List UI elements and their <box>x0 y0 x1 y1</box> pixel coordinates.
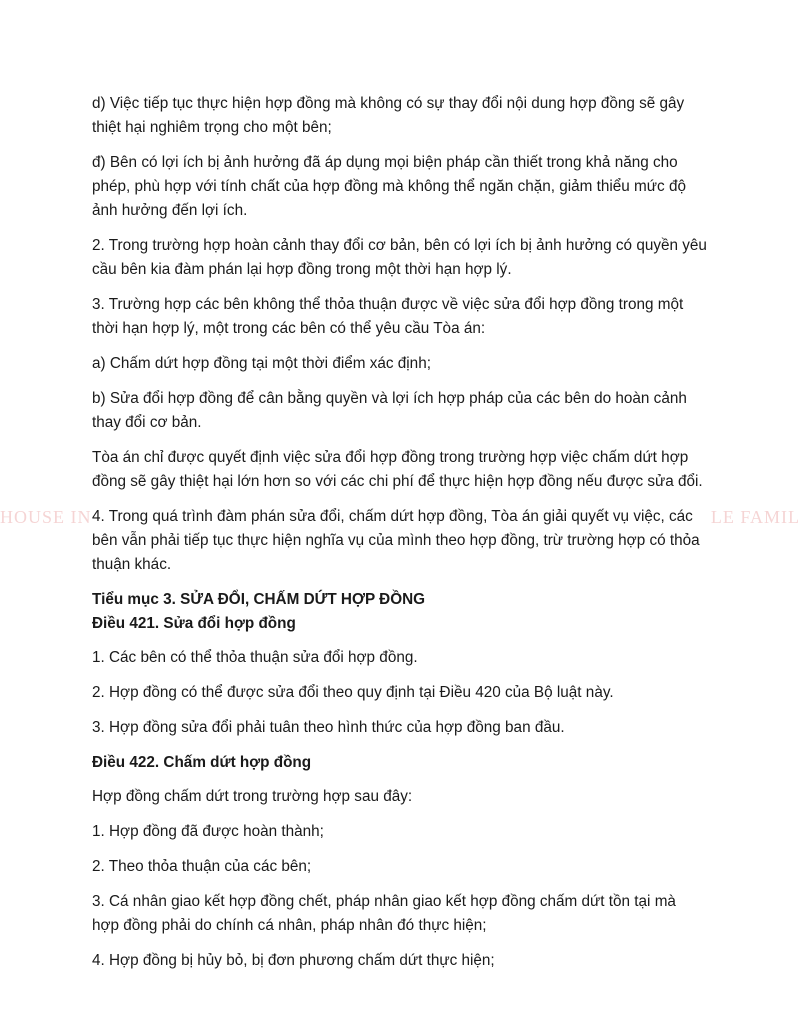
paragraph-court-decision: Tòa án chỉ được quyết định việc sửa đổi hợp đồng trong trường hợp việc chấm dứt hợp đồng sẽ gây thiệt hại lớn hơn so với các chi phí để thực hiện hợp đồng nếu được sửa đổi. <box>92 449 703 490</box>
article-421-title: Điều 421. Sửa đổi hợp đồng <box>92 615 296 632</box>
article-421-item: 1. Các bên có thể thỏa thuận sửa đổi hợp đồng. <box>92 649 418 666</box>
article-422-title: Điều 422. Chấm dứt hợp đồng <box>92 754 312 771</box>
paragraph-clause-3: 3. Trường hợp các bên không thể thỏa thuận được về việc sửa đổi hợp đồng trong một thời hạn hợp lý, một trong các bên có thể yêu cầu Tòa án: <box>92 296 684 337</box>
subsection-title: Tiểu mục 3. SỬA ĐỔI, CHẤM DỨT HỢP ĐỒNG <box>92 591 426 608</box>
paragraph-clause-d: d) Việc tiếp tục thực hiện hợp đồng mà không có sự thay đổi nội dung hợp đồng sẽ gây thiệt hại nghiêm trọng cho một bên; <box>92 95 685 136</box>
watermark-right-text: LE FAMIL <box>710 507 800 527</box>
paragraph-clause-2: 2. Trong trường hợp hoàn cảnh thay đổi cơ bản, bên có lợi ích bị ảnh hưởng có quyền yêu cầu bên kia đàm phán lại hợp đồng trong một thời hạn hợp lý. <box>92 237 707 278</box>
article-422-item: 4. Hợp đồng bị hủy bỏ, bị đơn phương chấm dứt thực hiện; <box>92 952 495 969</box>
article-421-item: 3. Hợp đồng sửa đổi phải tuân theo hình thức của hợp đồng ban đầu. <box>92 719 565 736</box>
paragraph-clause-dd: đ) Bên có lợi ích bị ảnh hưởng đã áp dụng mọi biện pháp cần thiết trong khả năng cho phép, phù hợp với tính chất của hợp đồng mà không thể ngăn chặn, giảm thiểu mức độ ảnh hưởng đến lợi ích. <box>92 154 686 219</box>
watermark-left-text: HOUSE IN <box>0 507 92 527</box>
article-422-item: 3. Cá nhân giao kết hợp đồng chết, pháp nhân giao kết hợp đồng chấm dứt tồn tại mà hợp đồng phải do chính cá nhân, pháp nhân đó thực hiện; <box>92 893 676 934</box>
paragraph-clause-b: b) Sửa đổi hợp đồng để cân bằng quyền và lợi ích hợp pháp của các bên do hoàn cảnh thay đổi cơ bản. <box>92 390 687 431</box>
article-422-intro: Hợp đồng chấm dứt trong trường hợp sau đây: <box>92 788 413 805</box>
article-422-item: 2. Theo thỏa thuận của các bên; <box>92 858 312 875</box>
paragraph-clause-4: 4. Trong quá trình đàm phán sửa đổi, chấm dứt hợp đồng, Tòa án giải quyết vụ việc, các bên vẫn phải tiếp tục thực hiện nghĩa vụ của mình theo hợp đồng, trừ trường hợp có thỏa thuận khác. <box>92 508 700 573</box>
paragraph-clause-a: a) Chấm dứt hợp đồng tại một thời điểm xác định; <box>92 355 431 372</box>
document-body <box>92 92 707 984</box>
article-422-item: 1. Hợp đồng đã được hoàn thành; <box>92 823 324 840</box>
article-421-item: 2. Hợp đồng có thể được sửa đổi theo quy định tại Điều 420 của Bộ luật này. <box>92 684 614 701</box>
